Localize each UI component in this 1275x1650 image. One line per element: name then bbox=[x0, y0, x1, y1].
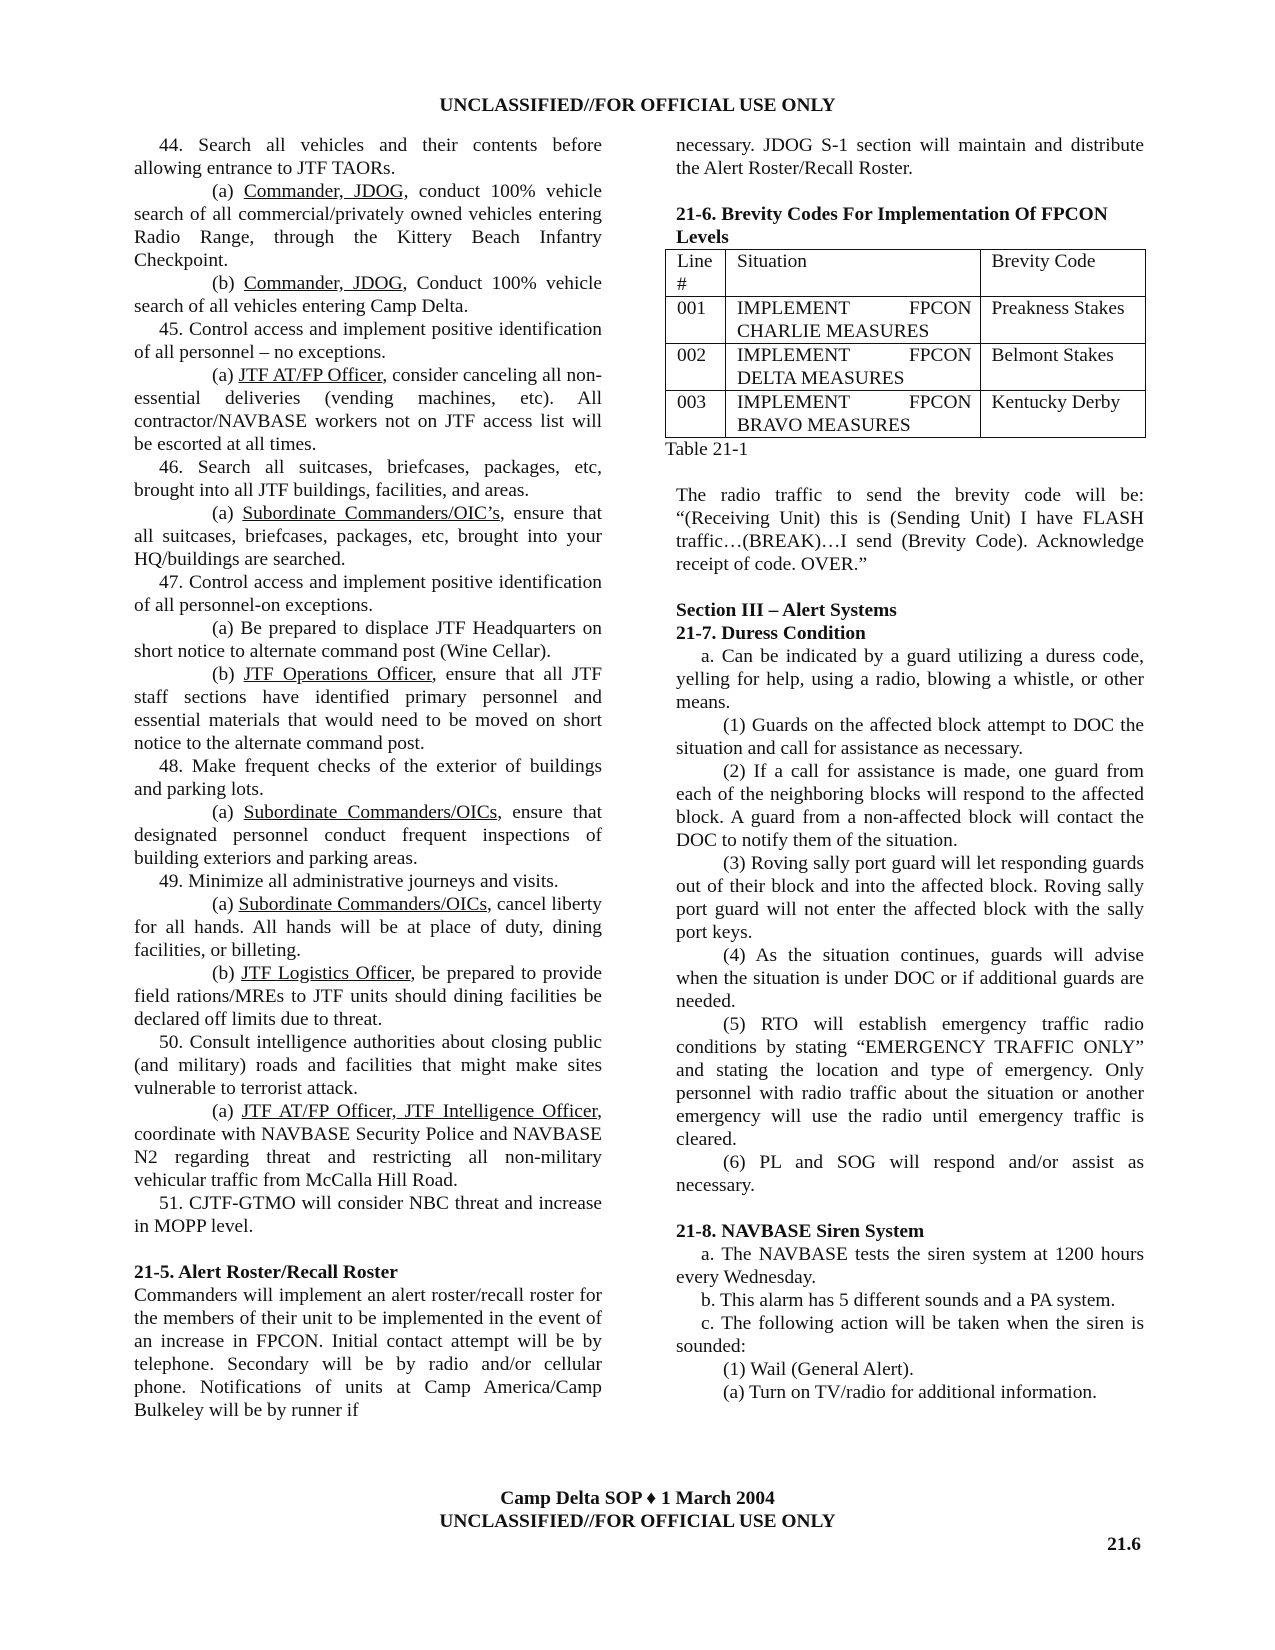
header-classification: UNCLASSIFIED//FOR OFFICIAL USE ONLY bbox=[439, 95, 836, 116]
cell-line: 002 bbox=[666, 344, 726, 391]
cell-line: 001 bbox=[666, 297, 726, 344]
section-21-6-title: 21-6. Brevity Codes For Implementation Of FPCON Levels bbox=[676, 204, 1108, 248]
duress-1: (1) Guards on the affected block attempt to DOC the situation and call for assistance as necessary. bbox=[676, 715, 1144, 759]
duress-4: (4) As the situation continues, guards will advise when the situation is under DOC or if additional guards are needed. bbox=[676, 945, 1144, 1012]
duress-3: (3) Roving sally port guard will let responding guards out of their block and into the affected block. Roving sally port guard will not enter the affected block with the sally port keys. bbox=[676, 853, 1144, 943]
item-45a: (a) JTF AT/FP Officer, consider canceling all non-essential deliveries (vending machines, etc). All contractor/NAVBASE workers not on JTF access list will be escorted at all times. bbox=[134, 365, 602, 455]
item-45: 45. Control access and implement positive identification of all personnel – no exceptions. bbox=[134, 319, 602, 363]
item-49: 49. Minimize all administrative journeys and visits. bbox=[159, 871, 559, 892]
role-commander-jdog-2: Commander, JDOG bbox=[243, 273, 403, 294]
section-21-7-title: 21-7. Duress Condition bbox=[676, 623, 866, 644]
section-21-8-title: 21-8. NAVBASE Siren System bbox=[676, 1221, 925, 1242]
duress-2: (2) If a call for assistance is made, one guard from each of the neighboring blocks will respond to the affected block. A guard from a non-affected block will contact the DOC to notify them of the situation. bbox=[676, 761, 1144, 851]
cell-brevity-code: Belmont Stakes bbox=[980, 344, 1146, 391]
footer-classification: UNCLASSIFIED//FOR OFFICIAL USE ONLY bbox=[439, 1511, 836, 1532]
duress-6: (6) PL and SOG will respond and/or assist as necessary. bbox=[676, 1152, 1144, 1196]
table-row bbox=[666, 297, 1146, 344]
cell-situation: IMPLEMENT FPCON BRAVO MEASURES bbox=[725, 391, 980, 438]
item-47: 47. Control access and implement positive identification of all personnel-on exceptions. bbox=[134, 572, 602, 616]
role-operations-officer: JTF Operations Officer bbox=[243, 664, 432, 685]
table-caption: Table 21-1 bbox=[665, 439, 749, 460]
duress-a: a. Can be indicated by a guard utilizing a duress code, yelling for help, using a radio, blowing a whistle, or other means. bbox=[676, 646, 1144, 713]
radio-traffic-text: The radio traffic to send the brevity code will be: “(Receiving Unit) this is (Sending Unit) I have FLASH traffic…(BREAK)…I send (Brevity Code). Acknowledge receipt of code. OVER.” bbox=[676, 485, 1144, 575]
siren-c: c. The following action will be taken when the siren is sounded: bbox=[676, 1313, 1144, 1357]
item-47a: (a) Be prepared to displace JTF Headquarters on short notice to alternate command post (Wine Cellar). bbox=[134, 618, 602, 662]
right-column bbox=[665, 134, 1144, 1404]
siren-c-1-a: (a) Turn on TV/radio for additional information. bbox=[723, 1382, 1097, 1403]
cell-line: 003 bbox=[666, 391, 726, 438]
table-header-row bbox=[666, 250, 1146, 297]
role-commander-jdog: Commander, JDOG, bbox=[243, 181, 409, 202]
role-atfp-intel-officer: JTF AT/FP Officer, JTF Intelligence Officer bbox=[241, 1101, 598, 1122]
item-47b: (b) JTF Operations Officer, ensure that all JTF staff sections have identified primary personnel and essential materials that would need to be moved on short notice to the alternate command post. bbox=[134, 664, 602, 754]
role-logistics-officer: JTF Logistics Officer bbox=[241, 963, 411, 984]
item-46: 46. Search all suitcases, briefcases, packages, etc, brought into all JTF buildings, facilities, and areas. bbox=[134, 457, 602, 501]
page-number: 21.6 bbox=[1107, 1534, 1141, 1555]
left-column bbox=[134, 134, 602, 1422]
item-50a: (a) JTF AT/FP Officer, JTF Intelligence Officer, coordinate with NAVBASE Security Police and NAVBASE N2 regarding threat and restricting all non-military vehicular traffic from McCalla Hill Road. bbox=[134, 1101, 602, 1191]
table-row bbox=[666, 344, 1146, 391]
cell-situation: IMPLEMENT FPCON DELTA MEASURES bbox=[725, 344, 980, 391]
role-subordinate-commanders: Subordinate Commanders/OIC’s bbox=[242, 503, 500, 524]
siren-c-1: (1) Wail (General Alert). bbox=[723, 1359, 914, 1380]
role-atfp-officer: JTF AT/FP Officer bbox=[238, 365, 383, 386]
col-header-situation: Situation bbox=[725, 250, 980, 297]
section-21-5-title: 21-5. Alert Roster/Recall Roster bbox=[134, 1262, 398, 1283]
item-44b: (b) Commander, JDOG, Conduct 100% vehicle search of all vehicles entering Camp Delta. bbox=[134, 273, 602, 317]
item-48: 48. Make frequent checks of the exterior of buildings and parking lots. bbox=[134, 756, 602, 800]
item-46a: (a) Subordinate Commanders/OIC’s, ensure that all suitcases, briefcases, packages, etc, brought into your HQ/buildings are searched. bbox=[134, 503, 603, 570]
duress-5: (5) RTO will establish emergency traffic radio conditions by stating “EMERGENCY TRAFFIC ONLY” and stating the location and type of emergency. Only personnel with radio traffic about the situation or another emergency will use the radio until emergency traffic is cleared. bbox=[676, 1014, 1144, 1150]
cell-brevity-code: Kentucky Derby bbox=[980, 391, 1146, 438]
item-44a: (a) Commander, JDOG, conduct 100% vehicle search of all commercial/privately owned vehicles entering Radio Range, through the Kittery Beach Infantry Checkpoint. bbox=[134, 181, 602, 271]
continued-text: necessary. JDOG S-1 section will maintain and distribute the Alert Roster/Recall Roster. bbox=[676, 135, 1144, 179]
col-header-line: Line # bbox=[666, 250, 726, 297]
brevity-code-table bbox=[665, 249, 1146, 438]
role-subordinate-commanders-3: Subordinate Commanders/OICs bbox=[238, 894, 487, 915]
item-48a: (a) Subordinate Commanders/OICs, ensure that designated personnel conduct frequent inspections of building exteriors and parking areas. bbox=[134, 802, 602, 869]
role-subordinate-commanders-2: Subordinate Commanders/OICs bbox=[243, 802, 498, 823]
item-49b: (b) JTF Logistics Officer, be prepared to provide field rations/MREs to JTF units should dining facilities be declared off limits due to threat. bbox=[134, 963, 602, 1030]
table-row bbox=[666, 391, 1146, 438]
siren-b: b. This alarm has 5 different sounds and a PA system. bbox=[701, 1290, 1116, 1311]
item-50: 50. Consult intelligence authorities about closing public (and military) roads and facilities that might make sites vulnerable to terrorist attack. bbox=[134, 1032, 602, 1099]
cell-situation: IMPLEMENT FPCON CHARLIE MEASURES bbox=[725, 297, 980, 344]
item-49a: (a) Subordinate Commanders/OICs, cancel liberty for all hands. All hands will be at place of duty, dining facilities, or billeting. bbox=[134, 894, 602, 961]
item-44: 44. Search all vehicles and their contents before allowing entrance to JTF TAORs. bbox=[134, 135, 602, 179]
siren-a: a. The NAVBASE tests the siren system at 1200 hours every Wednesday. bbox=[676, 1244, 1144, 1288]
section-21-5-body: Commanders will implement an alert roster/recall roster for the members of their unit to be implemented in the event of an increase in FPCON. Initial contact attempt will be by telephone. Secondary will be by radio and/or cellular phone. Notifications of units at Camp America/Camp Bulkeley will be by runner if bbox=[134, 1285, 602, 1421]
footer-sop-date: Camp Delta SOP ♦ 1 March 2004 bbox=[500, 1488, 775, 1509]
item-51: 51. CJTF-GTMO will consider NBC threat and increase in MOPP level. bbox=[134, 1193, 602, 1237]
section-iii-title: Section III – Alert Systems bbox=[676, 600, 897, 621]
cell-brevity-code: Preakness Stakes bbox=[980, 297, 1146, 344]
col-header-brevity-code: Brevity Code bbox=[980, 250, 1146, 297]
